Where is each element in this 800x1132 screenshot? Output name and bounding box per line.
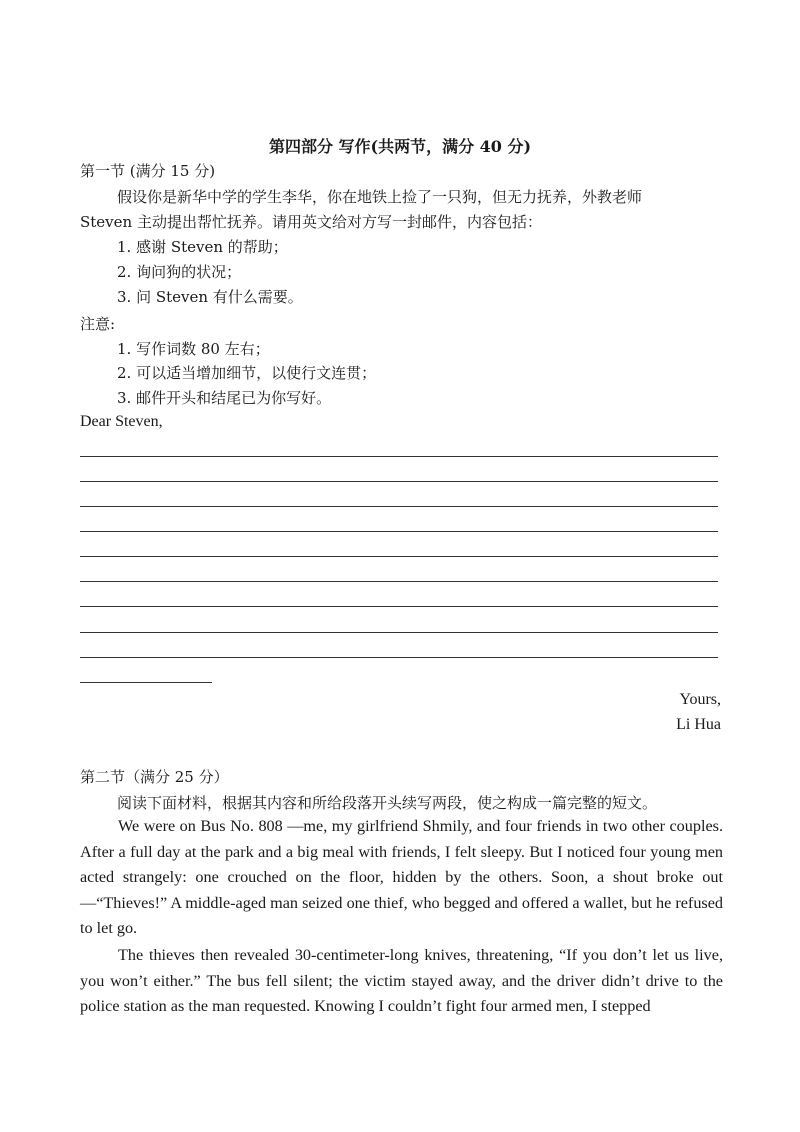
note-1: 1. 写作词数 80 左右；	[117, 340, 270, 358]
writing-line[interactable]	[80, 456, 718, 457]
section2-instruction: 阅读下面材料，根据其内容和所给段落开头续写两段，使之构成一篇完整的短文。	[117, 794, 658, 812]
writing-line-short[interactable]	[80, 682, 212, 683]
content-point-2: 2. 询问狗的状况；	[117, 263, 242, 281]
note-3: 3. 邮件开头和结尾已为你写好。	[117, 389, 332, 407]
section1-heading: 第一节 (满分 15 分)	[80, 162, 216, 180]
prompt-line-2: Steven 主动提出帮忙抚养。请用英文给对方写一封邮件，内容包括：	[80, 213, 542, 231]
writing-line[interactable]	[80, 657, 718, 658]
page-title: 第四部分 写作(共两节，满分 40 分)	[268, 137, 532, 156]
writing-line[interactable]	[80, 581, 718, 582]
writing-line[interactable]	[80, 632, 718, 633]
story-paragraph-2-text: The thieves then revealed 30-centimeter-long knives, threatening, “If you don’t let us live, you won’t either.” The bus fell silent; the victim stayed away, and the driver didn’t drive to the police station as the man requested. Knowing I couldn’t fight four armed men, I stepped	[80, 946, 723, 1016]
writing-line[interactable]	[80, 606, 718, 607]
story-paragraph-1	[80, 814, 723, 942]
story-paragraph-2	[80, 943, 723, 1020]
closing: Yours,	[679, 691, 721, 708]
notes-label: 注意:	[80, 315, 116, 333]
note-2: 2. 可以适当增加细节，以使行文连贯；	[117, 364, 377, 382]
salutation: Dear Steven,	[80, 413, 163, 430]
content-point-1: 1. 感谢 Steven 的帮助；	[117, 238, 288, 256]
prompt-line-1: 假设你是新华中学的学生李华，你在地铁上捡了一只狗，但无力抚养，外教老师	[117, 188, 643, 206]
story-paragraph-1-text: We were on Bus No. 808 —me, my girlfriend Shmily, and four friends in two other couples. After a full day at the park and a big meal with friends, I felt sleepy. But I noticed four young men acted strangely: one crouched on the floor, hidden by the others. Soon, a shout broke out—“Thieves!” A middle-aged man seized one thief, who begged and offered a wallet, but he refused to let go.	[80, 817, 723, 938]
signature: Li Hua	[676, 716, 721, 733]
writing-line[interactable]	[80, 556, 718, 557]
content-point-3: 3. 问 Steven 有什么需要。	[117, 288, 303, 306]
writing-line[interactable]	[80, 506, 718, 507]
section2-heading: 第二节（满分 25 分）	[80, 768, 229, 786]
writing-line[interactable]	[80, 481, 718, 482]
writing-line[interactable]	[80, 531, 718, 532]
